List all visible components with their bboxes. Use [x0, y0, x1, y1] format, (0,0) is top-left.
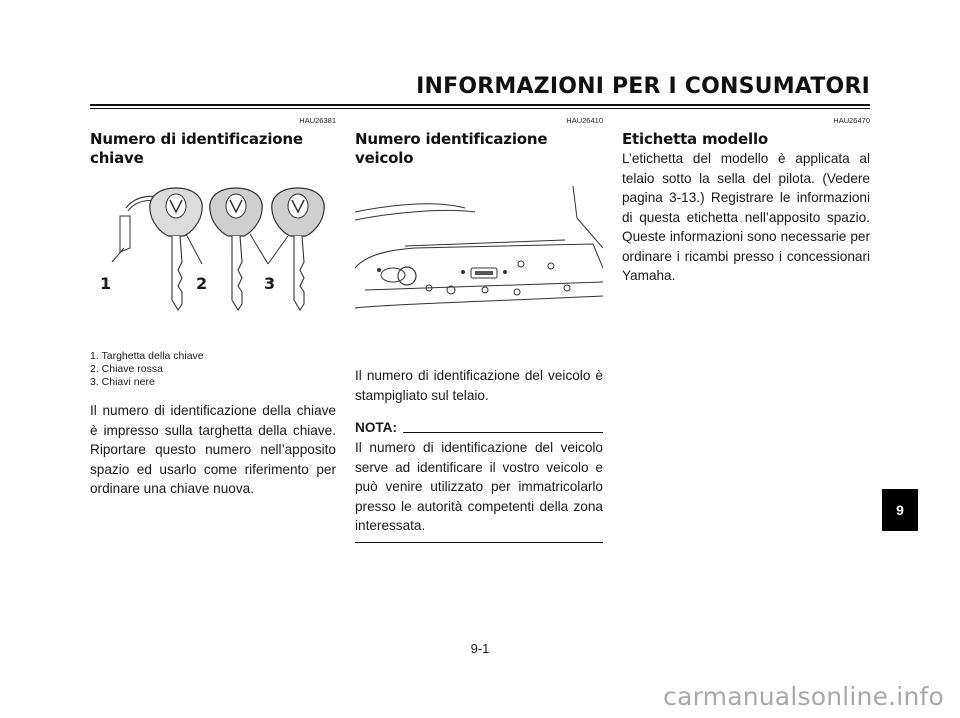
- key-body-text: Il numero di identificazione della chiave è impresso sulla targhetta della chiave. Riportare questo numero nell’apposito spazio ed usarlo come riferimento per ordinare una chiave nuova.: [90, 403, 336, 496]
- chapter-tab[interactable]: 9: [882, 489, 918, 531]
- page-number: 9-1: [470, 641, 490, 656]
- keys-illustration: [90, 178, 336, 328]
- model-body-text: L’etichetta del modello è applicata al telaio sotto la sella del pilota. (Vedere pagina 3-13.) Registrare le informazioni di questa etichetta nell’apposito spazio. Queste informazioni sono necessarie per ordinare i ricambi presso i concessionari Yamaha.: [622, 151, 870, 283]
- column-key-number: [90, 116, 336, 512]
- section-code: HAU26410: [566, 116, 603, 125]
- frame-illustration: [355, 178, 603, 318]
- nota-rule: [403, 432, 603, 433]
- nota-end-rule: [355, 542, 603, 543]
- header-rule-thin: [90, 108, 870, 109]
- column-model-label: [622, 116, 870, 299]
- section-heading: Numero identificazione veicolo: [355, 130, 548, 167]
- section-code: HAU26470: [833, 116, 870, 125]
- page-header-title: INFORMAZIONI PER I CONSUMATORI: [416, 74, 870, 99]
- nota-header: [355, 419, 603, 436]
- black-key-1: [210, 188, 262, 310]
- figure-label-3: 3: [264, 274, 276, 293]
- black-key-2: [272, 188, 324, 310]
- caption-1: 1. Targhetta della chiave: [90, 350, 204, 362]
- section-heading: Numero di identificazione chiave: [90, 130, 303, 167]
- column-vehicle-number: [355, 116, 603, 543]
- leader-line-3a: [250, 234, 268, 264]
- section-heading: Etichetta modello: [622, 130, 769, 148]
- nota-label: NOTA:: [355, 420, 398, 435]
- leader-line-2: [186, 234, 202, 264]
- caption-2: 2. Chiave rossa: [90, 363, 163, 375]
- frame-figure: [355, 178, 603, 318]
- watermark: carmanualsonline.info: [663, 682, 944, 711]
- figure-label-1: 1: [100, 274, 112, 293]
- caption-3: 3. Chiavi nere: [90, 376, 155, 388]
- leader-line-1: [112, 248, 124, 262]
- vehicle-body-text: Il numero di identificazione del veicolo è stampigliato sul telaio.: [355, 368, 603, 403]
- figure-captions: [90, 350, 336, 389]
- nota-body-text: Il numero di identificazione del veicolo serve ad identificare il vostro veicolo e può venire utilizzato per immatricolarlo presso le autorità competenti della zona interessata.: [355, 440, 603, 533]
- header-rule-thick: [90, 104, 870, 106]
- keys-figure: [90, 178, 336, 328]
- leader-line-3b: [268, 236, 288, 264]
- figure-label-2: 2: [196, 274, 208, 293]
- section-code: HAU26381: [299, 116, 336, 125]
- key-tag-shape: [120, 216, 130, 252]
